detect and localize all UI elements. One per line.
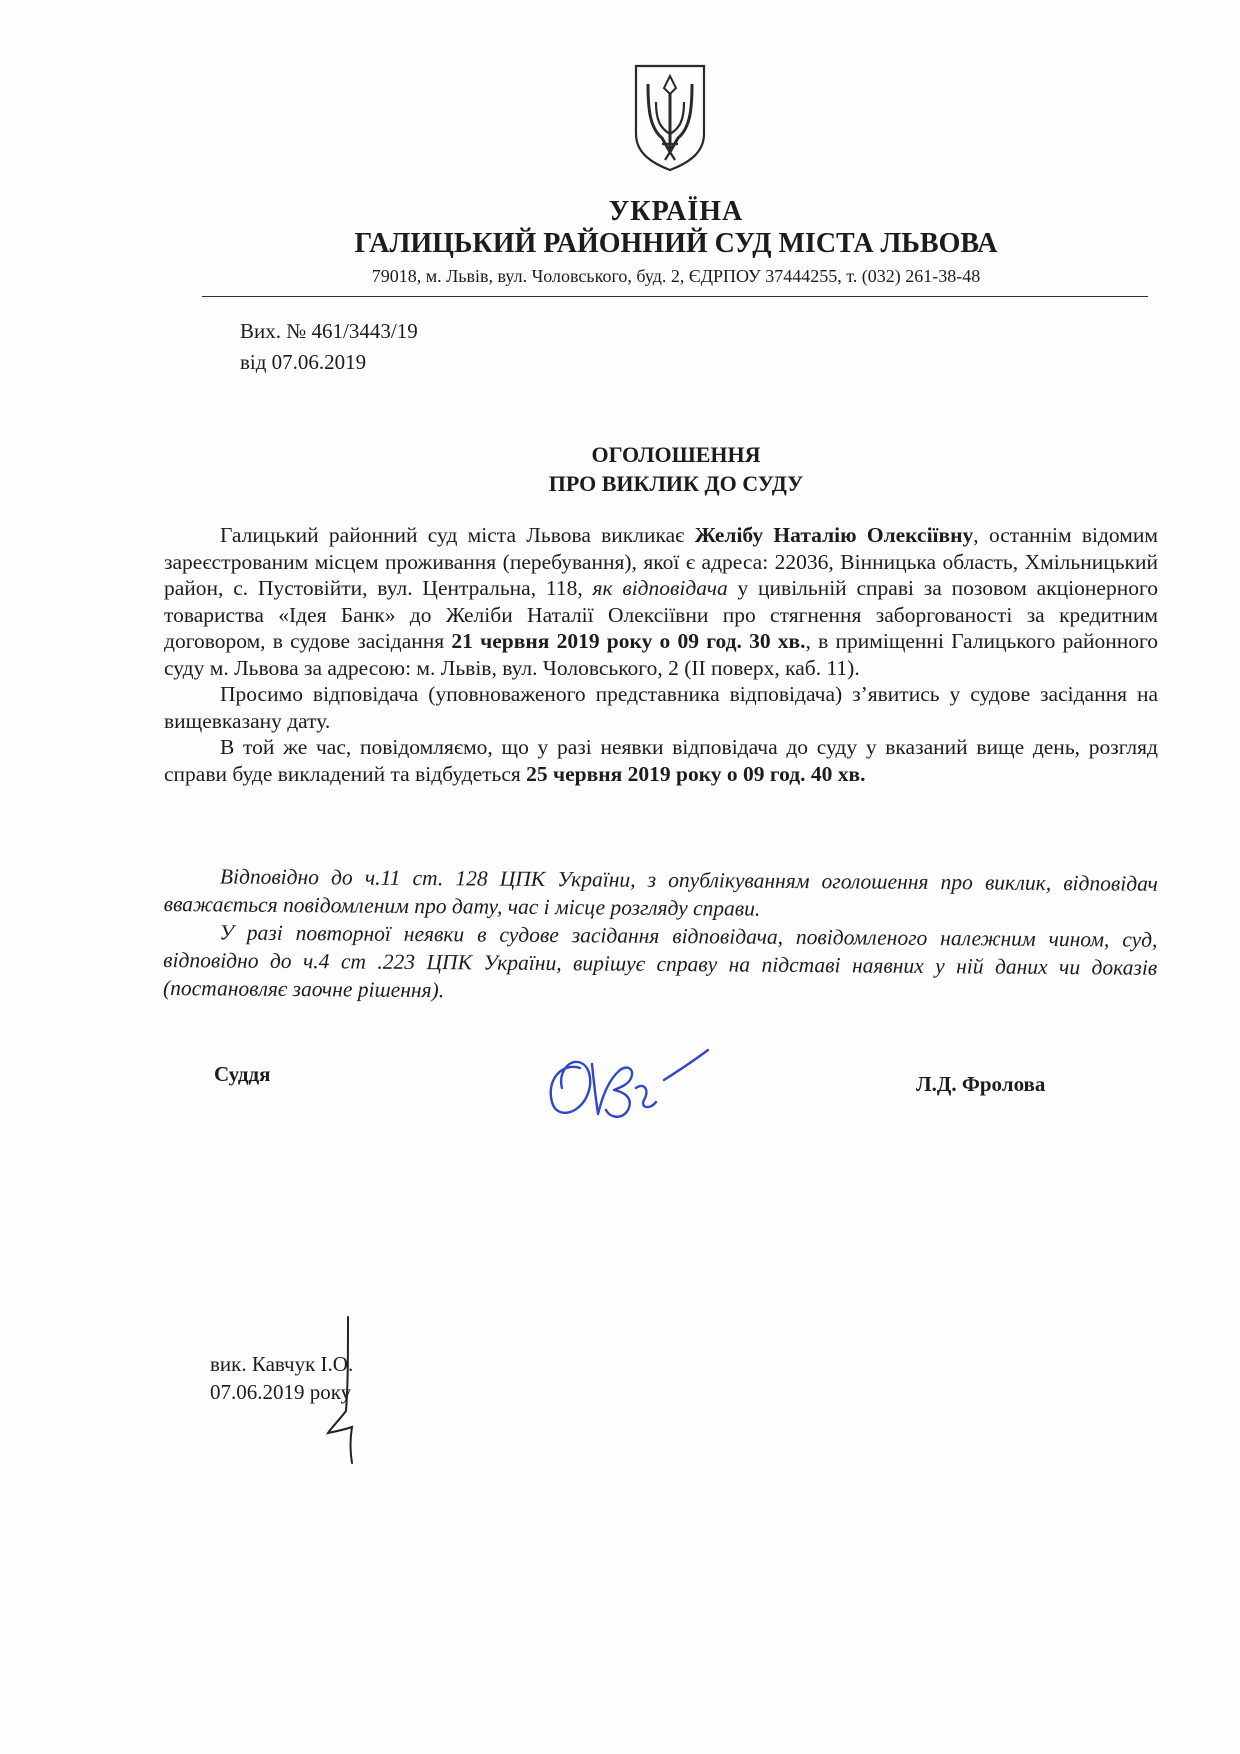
notice-paragraph-1: Відповідно до ч.11 ст. 128 ЦПК України, з опублікуванням оголошення про виклик, відповідач вважається повідомленим про дату, час і місце розгляду справи. (163, 864, 1158, 921)
body-text: Галицький районний суд міста Львова викликає (220, 523, 695, 547)
body-text: у цивільній справі за позовом акціонерного товариства «Ідея Банк» до Желіби Наталії Олексіївни про стягнення заборгованості за кредитним договором, в судове засідання (164, 576, 1158, 653)
outgoing-number: Вих. № 461/3443/19 (240, 319, 418, 343)
outgoing-date: від 07.06.2019 (240, 350, 367, 374)
judge-name: Л.Д. Фролова (916, 1072, 1046, 1096)
body-paragraph-2: Просимо відповідача (уповноваженого представника відповідача) з’явитись у судове засідання на вищевказану дату. (164, 682, 1158, 733)
outgoing-reference (240, 316, 418, 378)
body-text: , в приміщенні Галицького районного суду м. Львова за адресою: м. Львів, вул. Чоловського, 2 (ІІ поверх, каб. 11). (164, 629, 1158, 680)
legal-notice (163, 862, 1158, 1010)
executor-initial-mark (318, 1315, 368, 1465)
title-line-1: ОГОЛОШЕННЯ (591, 442, 761, 467)
defendant-role: як відповідача (592, 576, 728, 600)
header-country: УКРАЇНА (608, 196, 744, 227)
hearing-datetime: 21 червня 2019 року о 09 год. 30 хв. (451, 629, 806, 653)
header-divider (202, 296, 1148, 297)
executor-date: 07.06.2019 року (210, 1380, 352, 1404)
executor-name: вик. Кавчук І.О. (210, 1352, 354, 1376)
postponed-hearing-datetime: 25 червня 2019 року о 09 год. 40 хв. (526, 761, 866, 786)
body-paragraph-1 (164, 522, 1158, 681)
judge-label: Суддя (214, 1062, 271, 1086)
judge-signature (540, 1040, 710, 1130)
title-line-2: ПРО ВИКЛИК ДО СУДУ (548, 471, 804, 496)
body-paragraph-3 (164, 734, 1158, 787)
notice-body (164, 522, 1158, 787)
notice-paragraph-2: У разі повторної неявки в судове засідання відповідача, повідомленого належним чином, суд, відповідно до ч.4 ст .223 ЦПК України, вирішує справу на підставі наявних у ній даних чи доказів (постановляє заочне рішення). (162, 920, 1158, 1003)
coat-of-arms-icon (632, 62, 708, 174)
header-court-name: ГАЛИЦЬКИЙ РАЙОННИЙ СУД МІСТА ЛЬВОВА (354, 228, 998, 259)
defendant-name: Желібу Наталію Олексіївну (694, 523, 974, 547)
document-title (0, 440, 1240, 498)
header-address: 79018, м. Львів, вул. Чоловського, буд. 2, ЄДРПОУ 37444255, т. (032) 261-38-48 (371, 266, 981, 286)
body-text: В той же час, повідомляємо, що у разі неявки відповідача до суду у вказаний вище день, розгляд справи буде викладений та відбудеться (164, 735, 1158, 786)
body-text: , останнім відомим зареєстрованим місцем проживання (перебування), якої є адреса: 22036, Вінницька область, Хмільницький район, с. Пустовійти, вул. Центральна, 118, (164, 523, 1158, 600)
